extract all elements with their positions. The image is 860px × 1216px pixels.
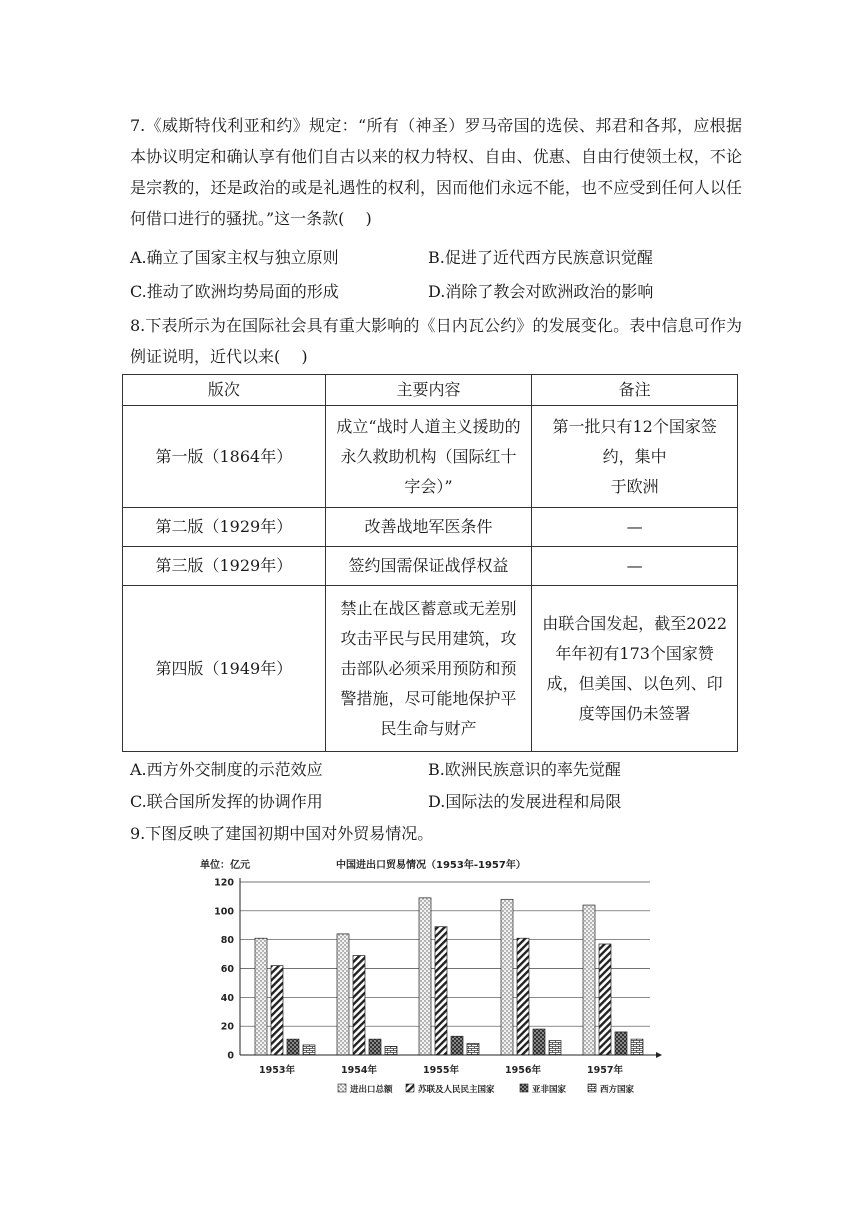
- q8-option-c[interactable]: C.联合国所发挥的协调作用: [130, 792, 323, 811]
- table-header-cell: 主要内容: [325, 375, 532, 406]
- bar: [385, 1046, 397, 1055]
- q8-option-d[interactable]: D.国际法的发展进程和局限: [428, 792, 622, 811]
- question-7-options-row-2: [130, 276, 742, 307]
- q7-option-a[interactable]: A.确立了国家主权与独立原则: [130, 248, 339, 267]
- table-header-row: [123, 375, 738, 406]
- bar: [287, 1039, 299, 1055]
- y-tick-label: 0: [227, 1050, 234, 1062]
- q8-option-b[interactable]: B.欧洲民族意识的率先觉醒: [428, 760, 621, 779]
- q7-option-d[interactable]: D.消除了教会对欧洲政治的影响: [428, 282, 654, 301]
- chart-svg: [200, 852, 662, 1102]
- bar: [599, 944, 611, 1055]
- bar: [303, 1045, 315, 1055]
- legend-label: 苏联及人民民主国家: [418, 1085, 495, 1095]
- y-tick-label: 120: [214, 877, 234, 889]
- bar: [467, 1043, 479, 1055]
- q8-option-a[interactable]: A.西方外交制度的示范效应: [130, 760, 323, 779]
- bar: [337, 934, 349, 1055]
- table-cell: 第四版（1949年）: [123, 586, 326, 752]
- bar: [631, 1039, 643, 1055]
- geneva-convention-table: [122, 374, 738, 752]
- legend-swatch: [406, 1084, 414, 1092]
- chart-unit-label: 单位：亿元: [200, 860, 250, 871]
- legend-label: 亚非国家: [532, 1085, 567, 1095]
- question-9-stem: 9.下图反映了建国初期中国对外贸易情况。: [130, 824, 434, 843]
- table-cell: 第一批只有12个国家签约，集中 于欧洲: [532, 406, 738, 508]
- question-7-stem: 7.《威斯特伐利亚和约》规定：“所有（神圣）罗马帝国的选侯、邦君和各邦，应根据本协议明定和确认享有他们自古以来的权力特权、自由、优惠、自由行使领土权，不论是宗教的，还是政治的或是礼遇性的权利，因而他们永远不能，也不应受到任何人以任何借口进行的骚扰。”这一条款( ): [130, 116, 742, 228]
- bar: [353, 956, 365, 1055]
- legend-label: 西方国家: [600, 1085, 635, 1095]
- y-tick-label: 100: [214, 906, 234, 918]
- y-tick-label: 40: [220, 992, 234, 1004]
- bar: [583, 905, 595, 1055]
- q7-option-b[interactable]: B.促进了近代西方民族意识觉醒: [428, 248, 653, 267]
- table-cell: 成立“战时人道主义援助的永久救助机构（国际红十字会）”: [325, 406, 532, 508]
- x-axis-arrow-icon: [656, 1052, 662, 1058]
- y-tick-label: 80: [220, 935, 234, 947]
- question-8-options-row-2: [130, 786, 742, 817]
- question-8-stem: 8.下表所示为在国际社会具有重大影响的《日内瓦公约》的发展变化。表中信息可作为例证说明，近代以来( ): [130, 316, 742, 366]
- legend-label: 进出口总额: [350, 1085, 393, 1095]
- table-cell: 改善战地军医条件: [325, 508, 532, 547]
- table-row: [123, 586, 738, 752]
- table-cell: 第三版（1929年）: [123, 547, 326, 586]
- bar: [451, 1036, 463, 1055]
- bar: [501, 899, 513, 1055]
- x-tick-label: 1956年: [505, 1065, 541, 1076]
- table-cell: —: [532, 547, 738, 586]
- trade-bar-chart: [200, 852, 662, 1102]
- x-tick-label: 1955年: [423, 1065, 459, 1076]
- x-tick-label: 1954年: [341, 1065, 377, 1076]
- table-cell: 第一版（1864年）: [123, 406, 326, 508]
- table-cell: —: [532, 508, 738, 547]
- bar: [369, 1039, 381, 1055]
- bar: [549, 1041, 561, 1055]
- table-row: [123, 406, 738, 508]
- bar: [615, 1032, 627, 1055]
- legend-swatch: [520, 1084, 528, 1092]
- legend-swatch: [588, 1084, 596, 1092]
- bar: [419, 898, 431, 1055]
- table-cell: 第二版（1929年）: [123, 508, 326, 547]
- table-cell: 由联合国发起，截至2022年年初有173个国家赞成，但美国、以色列、印度等国仍未签署: [532, 586, 738, 752]
- bar: [271, 966, 283, 1055]
- bar: [533, 1029, 545, 1055]
- bar: [255, 938, 267, 1055]
- question-8-options-row-1: [130, 754, 742, 785]
- y-tick-label: 60: [220, 964, 234, 975]
- table-row: [123, 508, 738, 547]
- table-header-cell: 备注: [532, 375, 738, 406]
- chart-title: 中国进出口贸易情况（1953年-1957年）: [336, 860, 526, 871]
- x-tick-label: 1957年: [587, 1065, 623, 1076]
- table-row: [123, 547, 738, 586]
- q7-option-c[interactable]: C.推动了欧洲均势局面的形成: [130, 282, 339, 301]
- bar: [435, 927, 447, 1055]
- table-cell: 签约国需保证战俘权益: [325, 547, 532, 586]
- y-tick-label: 20: [220, 1021, 234, 1033]
- legend-swatch: [338, 1084, 346, 1092]
- table-header-cell: 版次: [123, 375, 326, 406]
- bar: [517, 938, 529, 1055]
- x-tick-label: 1953年: [259, 1065, 295, 1076]
- question-7-options-row-1: [130, 242, 742, 273]
- table-cell: 禁止在战区蓄意或无差别攻击平民与民用建筑，攻击部队必须采用预防和预警措施，尽可能地保护平民生命与财产: [325, 586, 532, 752]
